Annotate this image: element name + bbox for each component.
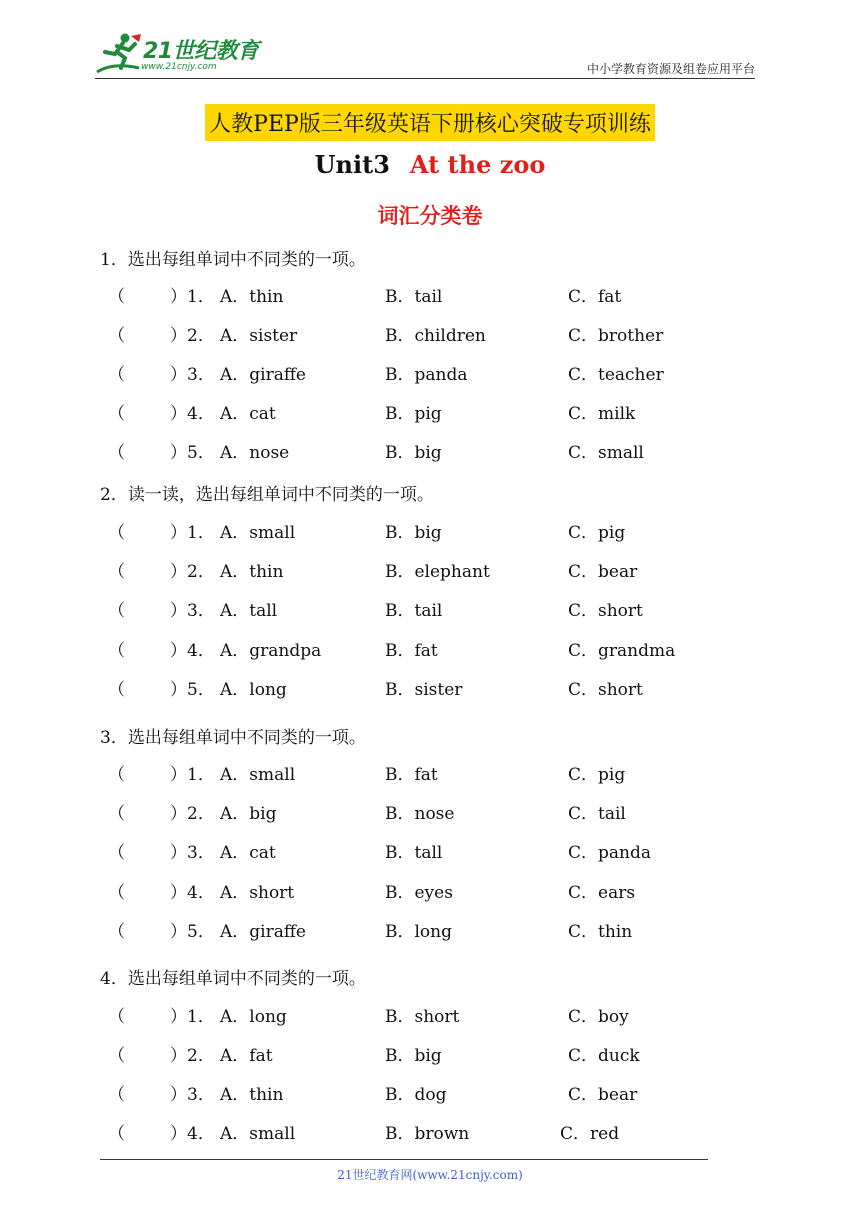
option-b: B．eyes xyxy=(385,883,453,903)
question-row: （ ）4． A．small B．brown C．red xyxy=(100,1119,720,1145)
option-b: B．fat xyxy=(385,641,438,661)
option-c: C．boy xyxy=(568,1007,629,1027)
option-c: C．thin xyxy=(568,922,633,942)
answer-paren[interactable]: （ xyxy=(108,641,125,661)
option-a: A．small xyxy=(220,1124,296,1144)
option-c: C．duck xyxy=(568,1046,640,1066)
question-row: （ ）5． A．nose B．big C．small xyxy=(100,438,720,464)
option-b: B．brown xyxy=(385,1124,470,1144)
platform-name: 中小学教育资源及组卷应用平台 xyxy=(586,62,755,76)
answer-paren[interactable]: （ xyxy=(108,443,125,463)
option-b: B．big xyxy=(385,443,442,463)
option-a: A．cat xyxy=(220,404,276,424)
logo-url: www.21cnjy.com xyxy=(141,62,217,72)
logo-text: 21世纪教育 xyxy=(143,39,259,64)
option-c: C．pig xyxy=(568,765,626,785)
section-3-title: 3．选出每组单词中不同类的一项。 xyxy=(100,728,366,748)
answer-paren[interactable]: （ xyxy=(108,601,125,621)
option-b: B．long xyxy=(385,922,452,942)
question-row: （ ）3． A．cat B．tall C．panda xyxy=(100,838,720,864)
answer-paren[interactable]: （ xyxy=(108,1124,125,1144)
question-row: （ ）1． A．small B．big C．pig xyxy=(100,518,720,544)
option-c: C．pig xyxy=(568,523,626,543)
option-b: B．dog xyxy=(385,1085,447,1105)
section-1-title: 1．选出每组单词中不同类的一项。 xyxy=(100,250,366,270)
answer-paren[interactable]: （ xyxy=(108,883,125,903)
option-b: B．sister xyxy=(385,680,463,700)
option-b: B．tall xyxy=(385,843,443,863)
answer-paren[interactable]: （ xyxy=(108,365,125,385)
option-a: A．short xyxy=(220,883,295,903)
option-c: C．small xyxy=(568,443,644,463)
option-a: A．sister xyxy=(220,326,298,346)
answer-paren[interactable]: （ xyxy=(108,804,125,824)
option-a: A．small xyxy=(220,765,296,785)
option-c: C．fat xyxy=(568,287,622,307)
option-a: A．giraffe xyxy=(220,365,306,385)
answer-paren[interactable]: （ xyxy=(108,765,125,785)
option-c: C．short xyxy=(568,601,643,621)
option-a: A．big xyxy=(220,804,277,824)
answer-paren[interactable]: （ xyxy=(108,680,125,700)
question-row: （ ）4． A．grandpa B．fat C．grandma xyxy=(100,636,720,662)
footer-link[interactable]: 21世纪教育网(www.21cnjy.com) xyxy=(337,1168,523,1182)
section-4-title: 4．选出每组单词中不同类的一项。 xyxy=(100,969,366,989)
option-a: A．thin xyxy=(220,1085,284,1105)
worksheet-title: 人教PEP版三年级英语下册核心突破专项训练 xyxy=(205,104,655,141)
option-c: C．bear xyxy=(568,1085,638,1105)
option-a: A．cat xyxy=(220,843,276,863)
option-b: B．fat xyxy=(385,765,438,785)
question-row: （ ）2． A．big B．nose C．tail xyxy=(100,799,720,825)
answer-paren[interactable]: （ xyxy=(108,1085,125,1105)
option-a: A．small xyxy=(220,523,296,543)
option-b: B．short xyxy=(385,1007,460,1027)
option-c: C．red xyxy=(560,1124,620,1144)
question-row: （ ）1． A．thin B．tail C．fat xyxy=(100,282,720,308)
option-a: A．tall xyxy=(220,601,278,621)
option-a: A．nose xyxy=(220,443,290,463)
option-a: A．giraffe xyxy=(220,922,306,942)
header-divider xyxy=(95,78,755,79)
option-b: B．big xyxy=(385,523,442,543)
question-row: （ ）4． A．cat B．pig C．milk xyxy=(100,399,720,425)
answer-paren[interactable]: （ xyxy=(108,404,125,424)
option-b: B．panda xyxy=(385,365,468,385)
question-row: （ ）3． A．tall B．tail C．short xyxy=(100,596,720,622)
option-a: A．fat xyxy=(220,1046,273,1066)
option-c: C．brother xyxy=(568,326,664,346)
answer-paren[interactable]: （ xyxy=(108,843,125,863)
answer-paren[interactable]: （ xyxy=(108,922,125,942)
question-row: （ ）2． A．sister B．children C．brother xyxy=(100,321,720,347)
option-c: C．grandma xyxy=(568,641,676,661)
worksheet-subtitle: 词汇分类卷 xyxy=(377,204,483,228)
answer-paren[interactable]: （ xyxy=(108,562,125,582)
answer-paren[interactable]: （ xyxy=(108,326,125,346)
question-row: （ ）5． A．giraffe B．long C．thin xyxy=(100,917,720,943)
question-row: （ ）3． A．giraffe B．panda C．teacher xyxy=(100,360,720,386)
answer-paren[interactable]: （ xyxy=(108,1007,125,1027)
option-a: A．long xyxy=(220,680,287,700)
answer-paren[interactable]: （ xyxy=(108,1046,125,1066)
option-c: C．panda xyxy=(568,843,651,863)
option-b: B．big xyxy=(385,1046,442,1066)
option-b: B．tail xyxy=(385,287,443,307)
question-row: （ ）5． A．long B．sister C．short xyxy=(100,675,720,701)
question-row: （ ）2． A．thin B．elephant C．bear xyxy=(100,557,720,583)
option-b: B．tail xyxy=(385,601,443,621)
question-row: （ ）1． A．small B．fat C．pig xyxy=(100,760,720,786)
option-b: B．nose xyxy=(385,804,455,824)
question-row: （ ）1． A．long B．short C．boy xyxy=(100,1002,720,1028)
answer-paren[interactable]: （ xyxy=(108,287,125,307)
option-c: C．tail xyxy=(568,804,626,824)
footer-divider xyxy=(100,1159,708,1160)
option-c: C．short xyxy=(568,680,643,700)
page-header xyxy=(95,32,755,78)
question-row: （ ）4． A．short B．eyes C．ears xyxy=(100,878,720,904)
option-b: B．children xyxy=(385,326,486,346)
option-a: A．long xyxy=(220,1007,287,1027)
option-a: A．thin xyxy=(220,287,284,307)
logo xyxy=(95,32,265,78)
question-row: （ ）2． A．fat B．big C．duck xyxy=(100,1041,720,1067)
option-a: A．thin xyxy=(220,562,284,582)
option-c: C．milk xyxy=(568,404,636,424)
unit-name: At the zoo xyxy=(409,150,546,179)
option-a: A．grandpa xyxy=(220,641,322,661)
runner-logo-icon xyxy=(95,32,145,76)
unit-label: Unit3 xyxy=(314,150,390,179)
option-c: C．ears xyxy=(568,883,636,903)
unit-heading xyxy=(0,150,860,179)
option-c: C．bear xyxy=(568,562,638,582)
option-c: C．teacher xyxy=(568,365,664,385)
option-b: B．elephant xyxy=(385,562,490,582)
answer-paren[interactable]: （ xyxy=(108,523,125,543)
question-row: （ ）3． A．thin B．dog C．bear xyxy=(100,1080,720,1106)
section-2-title: 2．读一读，选出每组单词中不同类的一项。 xyxy=(100,485,434,505)
option-b: B．pig xyxy=(385,404,442,424)
